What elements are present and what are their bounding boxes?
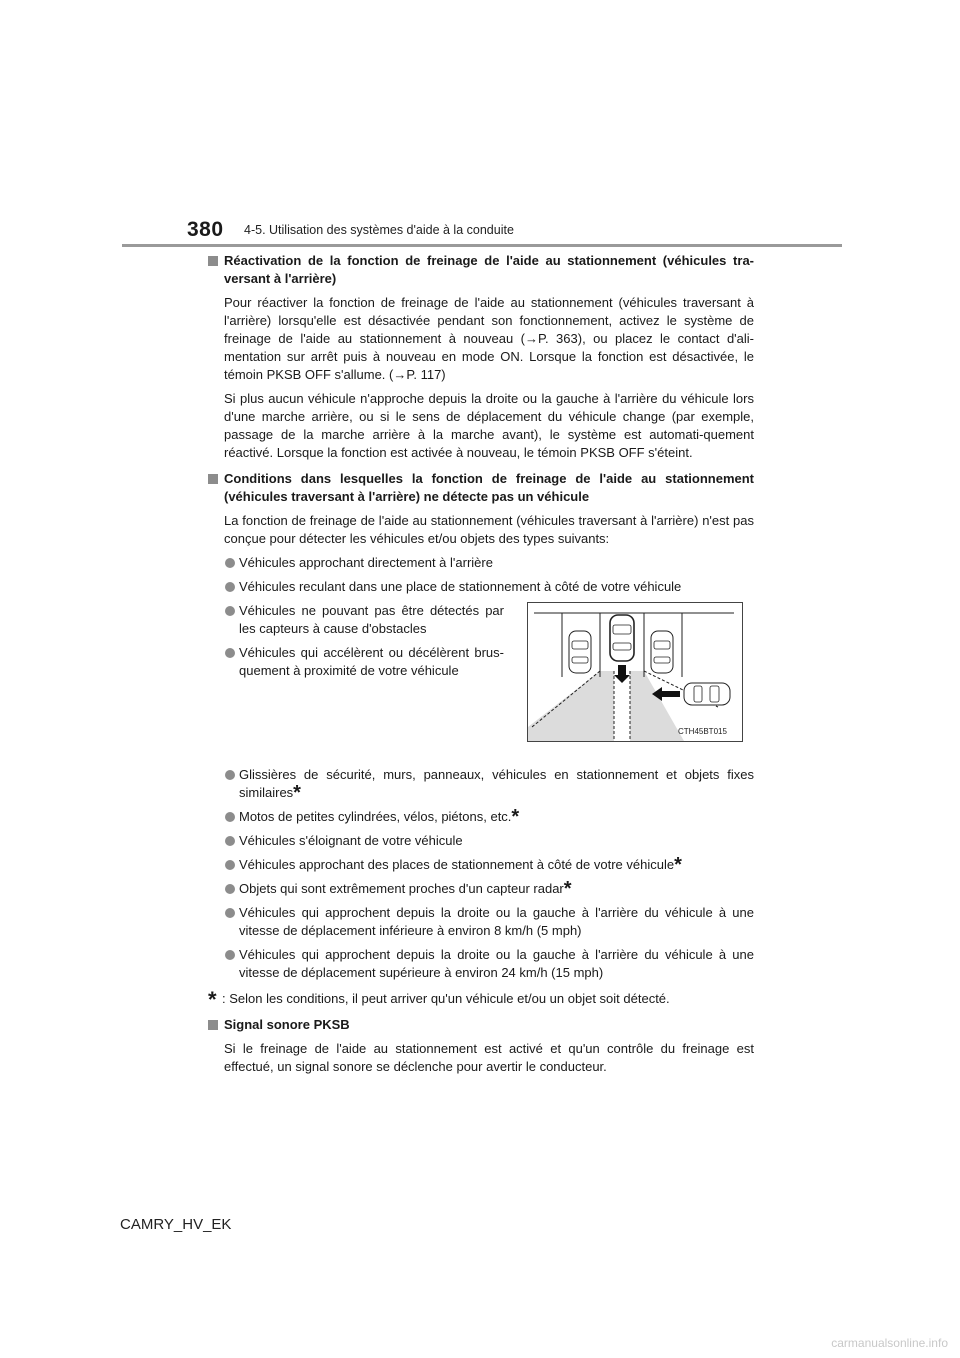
- round-bullet-icon: [225, 582, 235, 592]
- list-item: Glissières de sécurité, murs, panneaux, véhicules en stationnement et objets fixes similaires*: [208, 766, 754, 802]
- round-bullet-icon: [225, 884, 235, 894]
- section-heading-text: Signal sonore PKSB: [224, 1017, 350, 1032]
- parking-diagram: [528, 603, 742, 741]
- round-bullet-icon: [225, 770, 235, 780]
- section-heading-conditions: [208, 470, 754, 506]
- list-item: Véhicules approchant des places de stationnement à côté de votre véhicule*: [208, 856, 754, 874]
- parked-car-right: [651, 631, 673, 673]
- list-item: Véhicules qui approchent depuis la droite ou la gauche à l'arrière du véhicule à une vitesse de déplacement supérieure à environ 24 km/h (15 mph): [208, 946, 754, 982]
- list-item: Véhicules qui accélèrent ou décélèrent brus-quement à proximité de votre véhicule: [208, 644, 504, 680]
- page-number: 380: [187, 218, 224, 241]
- asterisk-note-marker: *: [563, 878, 572, 900]
- section-heading-signal: [208, 1016, 754, 1034]
- illustrated-block: [208, 602, 754, 760]
- asterisk-note-marker: *: [674, 854, 682, 876]
- own-car: [610, 615, 634, 661]
- list-item: Véhicules reculant dans une place de stationnement à côté de votre véhicule: [208, 578, 754, 596]
- asterisk-note-marker: *: [293, 782, 301, 804]
- left-detection-zone: [528, 671, 614, 741]
- list-item: Objets qui sont extrêmement proches d'un capteur radar*: [208, 880, 754, 898]
- round-bullet-icon: [225, 812, 235, 822]
- right-detection-zone: [630, 671, 684, 741]
- approaching-car: [684, 683, 730, 705]
- section-heading-reactivation: [208, 252, 754, 288]
- figure-code: CTH45BT015: [678, 727, 727, 736]
- watermark: carmanualsonline.info: [831, 1336, 948, 1350]
- section-heading-text: Conditions dans lesquelles la fonction de freinage de l'aide au stationnement (véhicules traversant à l'arrière) ne détecte pas un véhicule: [224, 471, 754, 504]
- header-divider: [122, 244, 842, 247]
- round-bullet-icon: [225, 558, 235, 568]
- list-item: Véhicules s'éloignant de votre véhicule: [208, 832, 754, 850]
- section-heading-text: Réactivation de la fonction de freinage de l'aide au stationnement (véhicules tra-versant à l'arrière): [224, 253, 754, 286]
- round-bullet-icon: [225, 860, 235, 870]
- chapter-title: 4-5. Utilisation des systèmes d'aide à la conduite: [244, 223, 514, 237]
- asterisk-note-marker: *: [511, 806, 520, 828]
- page-content: [208, 252, 754, 1076]
- list-item: Motos de petites cylindrées, vélos, piétons, etc.*: [208, 808, 754, 826]
- paragraph: Si plus aucun véhicule n'approche depuis la droite ou la gauche à l'arrière du véhicule lors d'une marche arrière, ou si le sens de déplacement du véhicule change (par exemple, passage de la marche arrière à la marche avant), le système est automati-quement réactivé. Lorsque la fonction est activée à nouveau, le témoin PKSB OFF s'éteint.: [224, 391, 754, 460]
- paragraph: Pour réactiver la fonction de freinage de l'aide au stationnement (véhicules traversant à l'arrière) lorsqu'elle est désactivée pendant son fonctionnement, activez le système de freinage de l'aide au stationnement à nouveau (→P. 363), ou placez le contact d'ali-mentation sur arrêt puis à nouveau en mode ON. Lorsque la fonction est désactivée, le témoin PKSB OFF s'allume. (→P. 117): [224, 295, 754, 382]
- list-item: Véhicules approchant directement à l'arrière: [208, 554, 754, 572]
- square-bullet-icon: [208, 256, 218, 266]
- footnote: [208, 987, 754, 1012]
- round-bullet-icon: [225, 908, 235, 918]
- square-bullet-icon: [208, 474, 218, 484]
- parked-car-left: [569, 631, 591, 673]
- asterisk-note-marker: *: [208, 987, 217, 1012]
- parking-illustration: [527, 602, 743, 742]
- round-bullet-icon: [225, 606, 235, 616]
- reverse-arrow-icon: [614, 665, 630, 683]
- list-item: Véhicules qui approchent depuis la droite ou la gauche à l'arrière du véhicule à une vitesse de déplacement inférieure à environ 8 km/h (5 mph): [208, 904, 754, 940]
- round-bullet-icon: [225, 648, 235, 658]
- round-bullet-icon: [225, 836, 235, 846]
- list-item: Véhicules ne pouvant pas être détectés par les capteurs à cause d'obstacles: [208, 602, 504, 638]
- round-bullet-icon: [225, 950, 235, 960]
- paragraph: La fonction de freinage de l'aide au stationnement (véhicules traversant à l'arrière) n'est pas conçue pour détecter les véhicules et/ou objets des types suivants:: [224, 513, 754, 546]
- square-bullet-icon: [208, 1020, 218, 1030]
- footnote-text: : Selon les conditions, il peut arriver qu'un véhicule et/ou un objet soit détecté.: [222, 991, 670, 1006]
- document-code: CAMRY_HV_EK: [120, 1216, 232, 1233]
- paragraph: Si le freinage de l'aide au stationnement est activé et qu'un contrôle du freinage est effectué, un signal sonore se déclenche pour avertir le conducteur.: [224, 1041, 754, 1074]
